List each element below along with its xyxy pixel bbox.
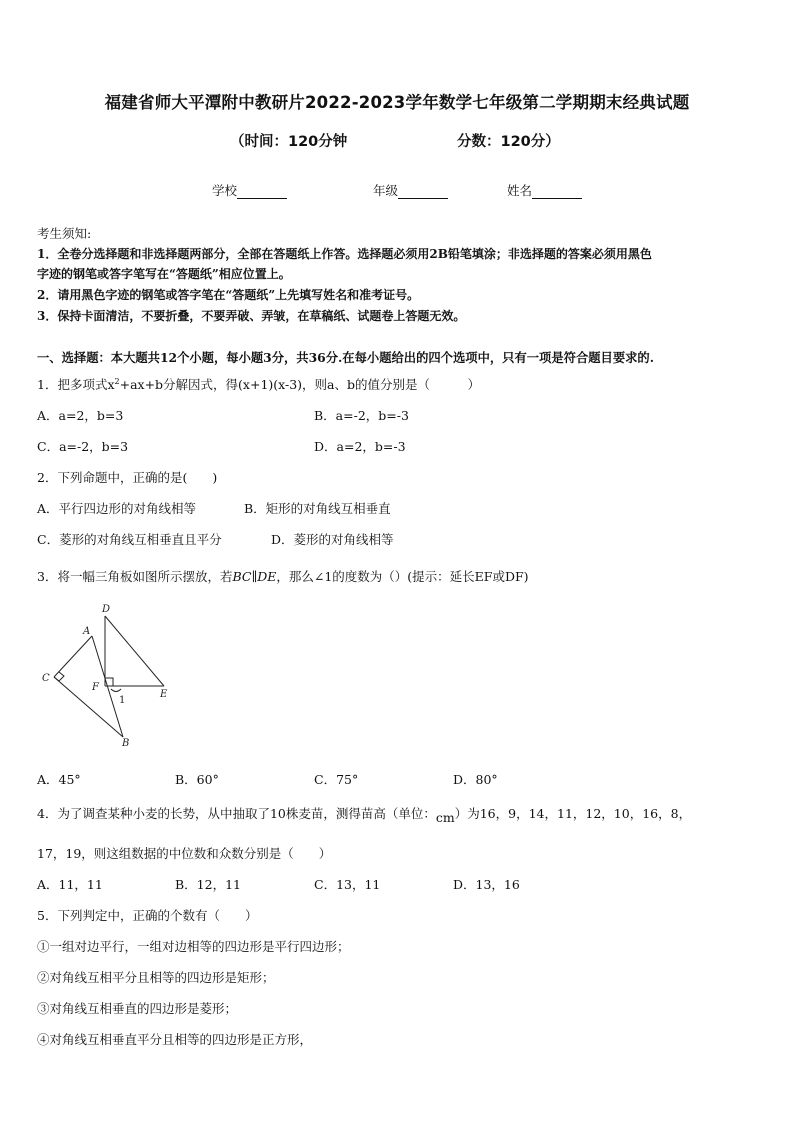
- question-2-stem: 2．下列命题中，正确的是( ): [37, 470, 218, 485]
- label-a: A: [83, 626, 91, 637]
- label-f: F: [92, 682, 99, 693]
- q4-option-a[interactable]: A．11，11: [37, 877, 103, 892]
- angle-1-arc: [111, 689, 121, 692]
- q1-option-d[interactable]: D．a=2，b=-3: [314, 439, 406, 454]
- notes-item-3: 3．保持卡面清洁，不要折叠，不要弄破、弄皱，在草稿纸、试题卷上答题无效。: [37, 309, 466, 323]
- notes-item-1: 1．全卷分选择题和非选择题两部分，全部在答题纸上作答。选择题必须用2B铅笔填涂；非选择题的答案必须用黑色: [37, 247, 652, 261]
- segment-ac: [54, 636, 92, 677]
- section-heading: 一、选择题：本大题共12个小题，每小题3分，共36分.在每小题给出的四个选项中，只有一项是符合题目要求的.: [37, 350, 655, 365]
- q1-option-b[interactable]: B．a=-2，b=-3: [314, 408, 409, 423]
- q4-option-d[interactable]: D．13，16: [453, 877, 520, 892]
- label-angle-1: 1: [119, 695, 126, 706]
- notes-item-2: 2．请用黑色字迹的钢笔或答字笔在“答题纸”上先填写姓名和准考证号。: [37, 288, 420, 302]
- q4-stem-pre: 4．为了调查某种小麦的长势，从中抽取了10株麦苗，测得苗高（单位：: [37, 806, 436, 821]
- segment-de: [105, 616, 164, 686]
- name-field: [507, 181, 582, 199]
- question-4-stem: [37, 804, 692, 825]
- q3-stem-post: ，那么∠1的度数为（）(提示：延长EF或DF): [276, 569, 529, 584]
- grade-blank[interactable]: [398, 186, 448, 199]
- q4-stem-post: ）为16，9，14，11，12，10，16，8，: [454, 806, 692, 821]
- school-blank[interactable]: [237, 186, 287, 199]
- school-field: [212, 181, 287, 199]
- q1-stem-post: +ax+b分解因式，得(x+1)(x-3)，则a、b的值分别是（ ）: [119, 377, 481, 392]
- notes-item-1-cont: 字迹的钢笔或答字笔写在“答题纸”相应位置上。: [37, 267, 291, 281]
- q5-statement-2: ②对角线互相平分且相等的四边形是矩形；: [37, 970, 275, 985]
- q4-option-b[interactable]: B．12，11: [175, 877, 241, 892]
- q2-option-b[interactable]: B．矩形的对角线互相垂直: [244, 501, 391, 516]
- label-d: D: [102, 604, 111, 615]
- q2-option-c[interactable]: C．菱形的对角线互相垂直且平分: [37, 532, 222, 547]
- q1-option-c[interactable]: C．a=-2，b=3: [37, 439, 129, 454]
- q3-formula: BC∥DE: [232, 569, 277, 584]
- q1-stem-pre: 1．把多项式x: [37, 377, 115, 392]
- q5-statement-3: ③对角线互相垂直的四边形是菱形；: [37, 1001, 238, 1016]
- q2-option-a[interactable]: A．平行四边形的对角线相等: [37, 501, 197, 516]
- score-label: 分数：120分）: [457, 134, 560, 150]
- q3-option-c[interactable]: C．75°: [314, 772, 359, 787]
- question-1-stem: [37, 375, 480, 393]
- q4-option-c[interactable]: C．13，11: [314, 877, 381, 892]
- q2-option-d[interactable]: D．菱形的对角线相等: [271, 532, 394, 547]
- grade-field: [373, 181, 448, 199]
- question-3-stem: [37, 567, 529, 585]
- exam-title: 福建省师大平潭附中教研片2022-2023学年数学七年级第二学期期末经典试题: [104, 93, 690, 112]
- q1-exponent: 2: [114, 376, 120, 386]
- grade-label: 年级: [373, 183, 399, 198]
- q3-stem-pre: 3．将一幅三角板如图所示摆放，若: [37, 569, 233, 584]
- triangle-figure: [30, 598, 190, 758]
- name-label: 姓名: [507, 183, 533, 198]
- right-angle-c: [54, 672, 64, 681]
- time-label: （时间：120分钟: [230, 134, 348, 150]
- question-5-stem: 5．下列判定中，正确的个数有（ ）: [37, 908, 258, 923]
- notes-heading: 考生须知:: [37, 226, 92, 241]
- label-e: E: [160, 689, 168, 700]
- label-c: C: [42, 673, 50, 684]
- q4-unit: cm: [435, 810, 455, 825]
- label-b: B: [122, 738, 130, 749]
- q5-statement-4: ④对角线互相垂直平分且相等的四边形是正方形，: [37, 1032, 313, 1047]
- school-label: 学校: [212, 183, 238, 198]
- q5-statement-1: ①一组对边平行，一组对边相等的四边形是平行四边形；: [37, 939, 350, 954]
- q3-option-a[interactable]: A．45°: [37, 772, 81, 787]
- question-4-stem-line2: 17，19，则这组数据的中位数和众数分别是（ ）: [37, 846, 332, 861]
- q3-option-b[interactable]: B．60°: [175, 772, 219, 787]
- q3-option-d[interactable]: D．80°: [453, 772, 498, 787]
- name-blank[interactable]: [532, 186, 582, 199]
- q1-option-a[interactable]: A．a=2，b=3: [37, 408, 124, 423]
